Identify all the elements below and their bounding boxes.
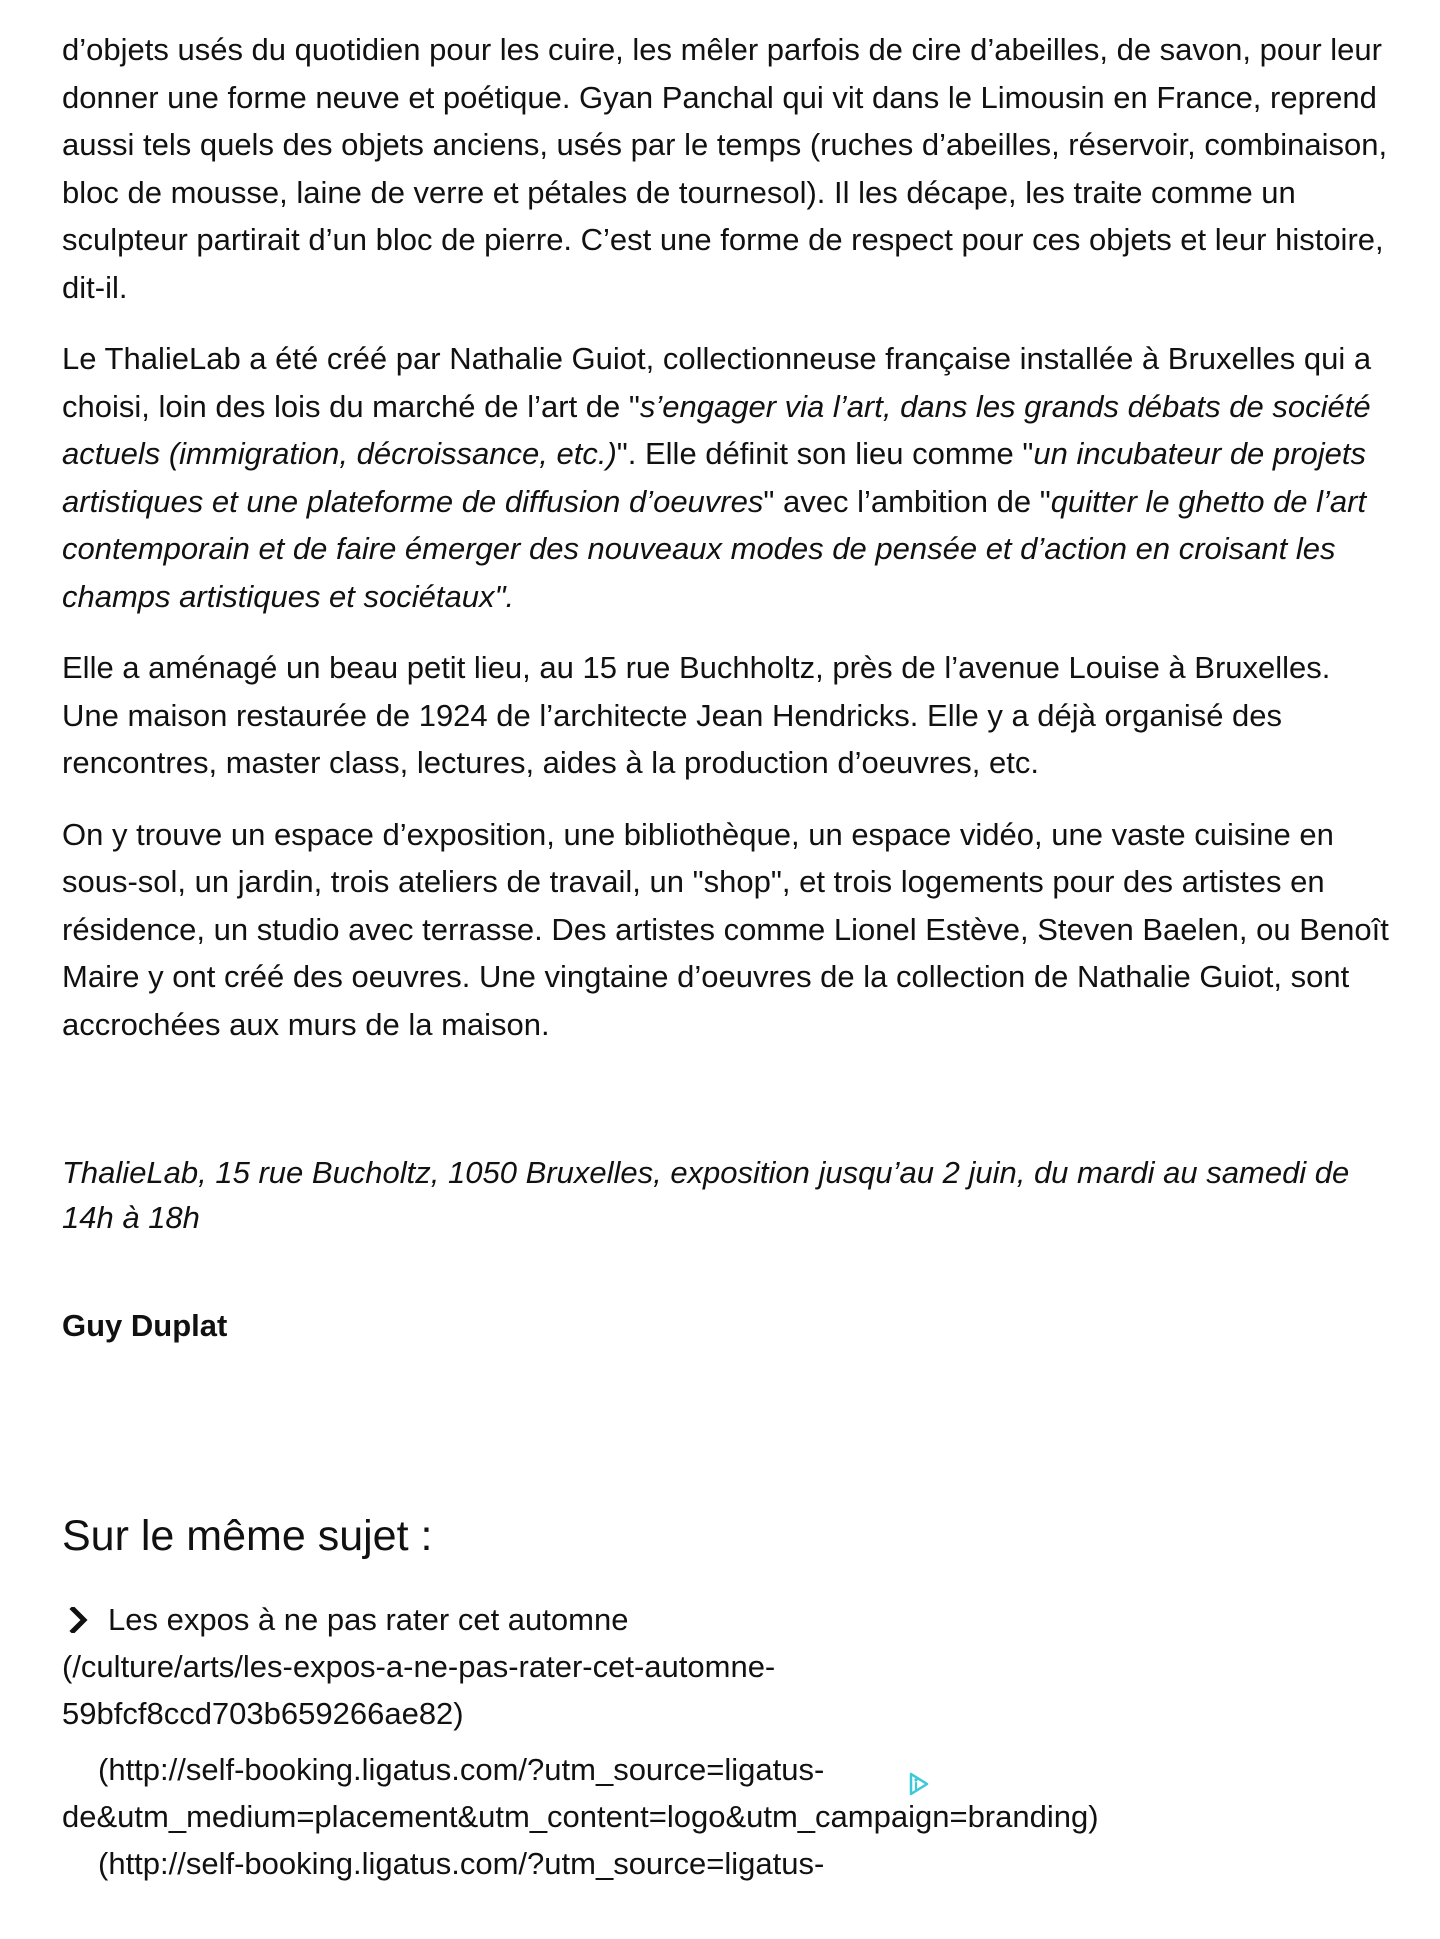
p2-text-1: Le ThalieLab a été créé par Nathalie Guiot, collectionneuse française installée à Bruxelles qui a choisi, loin des lois du marché de l’art de " [62, 341, 1372, 424]
p2-text-4: ". [494, 578, 515, 614]
related-article-title: Les expos à ne pas rater cet automne [108, 1602, 629, 1637]
article-paragraph-3: Elle a aménagé un beau petit lieu, au 15 rue Buchholtz, près de l’avenue Louise à Bruxelles. Une maison restaurée de 1924 de l’architecte Jean Hendricks. Elle y a déjà organisé des rencontres, master class, lectures, aides à la production d’oeuvres, etc. [62, 650, 1331, 780]
related-article-url-2: 59bfcf8ccd703b659266ae82) [62, 1696, 464, 1731]
related-list-item [62, 1596, 1062, 1737]
related-article-url-1: (/culture/arts/les-expos-a-ne-pas-rater-cet-automne- [62, 1649, 776, 1684]
ad-block [62, 1746, 1362, 1887]
p2-quote-1: s’engager via l’art, dans les grands débats de société actuels (immigration, décroissance, etc.) [62, 388, 1371, 471]
chevron-right-icon [68, 1607, 90, 1633]
exhibition-info: ThalieLab, 15 rue Bucholtz, 1050 Bruxelles, exposition jusqu’au 2 juin, du mardi au samedi de 14h à 18h [62, 1155, 1350, 1235]
p2-quote-3: quitter le ghetto de l’art contemporain et de faire émerger des nouveaux modes de pensée et d’action en croisant les champs artistiques et sociétaux [62, 483, 1367, 614]
p2-text-3: " avec l’ambition de " [763, 483, 1051, 519]
p2-quote-2: un incubateur de projets artistiques et une plateforme de diffusion d’oeuvres [62, 436, 1366, 519]
author-name: Guy Duplat [62, 1308, 228, 1343]
ad-link-1[interactable]: (http://self-booking.ligatus.com/?utm_source=ligatus- [98, 1752, 825, 1787]
article-paragraph-1: d’objets usés du quotidien pour les cuire, les mêler parfois de cire d’abeilles, de savon, pour leur donner une forme neuve et poétique. Gyan Panchal qui vit dans le Limousin en France, reprend aussi tels quels des objets anciens, usés par le temps (ruches d’abeilles, réservoir, combinaison, bloc de mousse, laine de verre et pétales de tournesol). Il les décape, les traite comme un sculpteur partirait d’un bloc de pierre. C’est une forme de respect pour ces objets et leur histoire, dit-il. [62, 32, 1388, 305]
adchoices-icon[interactable] [905, 1771, 931, 1797]
article-paragraph-4: On y trouve un espace d’exposition, une bibliothèque, un espace vidéo, une vaste cuisine en sous-sol, un jardin, trois ateliers de travail, un "shop", et trois logements pour des artistes en résidence, un studio avec terrasse. Des artistes comme Lionel Estève, Steven Baelen, ou Benoît Maire y ont créé des oeuvres. Une vingtaine d’oeuvres de la collection de Nathalie Guiot, sont accrochées aux murs de la maison. [62, 816, 1389, 1042]
ad-link-2[interactable]: (http://self-booking.ligatus.com/?utm_source=ligatus- [98, 1846, 825, 1881]
article-paragraph-2 [62, 335, 1392, 620]
ad-link-1-cont[interactable]: de&utm_medium=placement&utm_content=logo&utm_campaign=branding) [62, 1799, 1099, 1834]
related-heading: Sur le même sujet : [62, 1512, 433, 1560]
article-body [62, 26, 1392, 1072]
p2-text-2: ". Elle définit son lieu comme " [616, 436, 1034, 471]
related-article-link[interactable] [62, 1602, 775, 1731]
